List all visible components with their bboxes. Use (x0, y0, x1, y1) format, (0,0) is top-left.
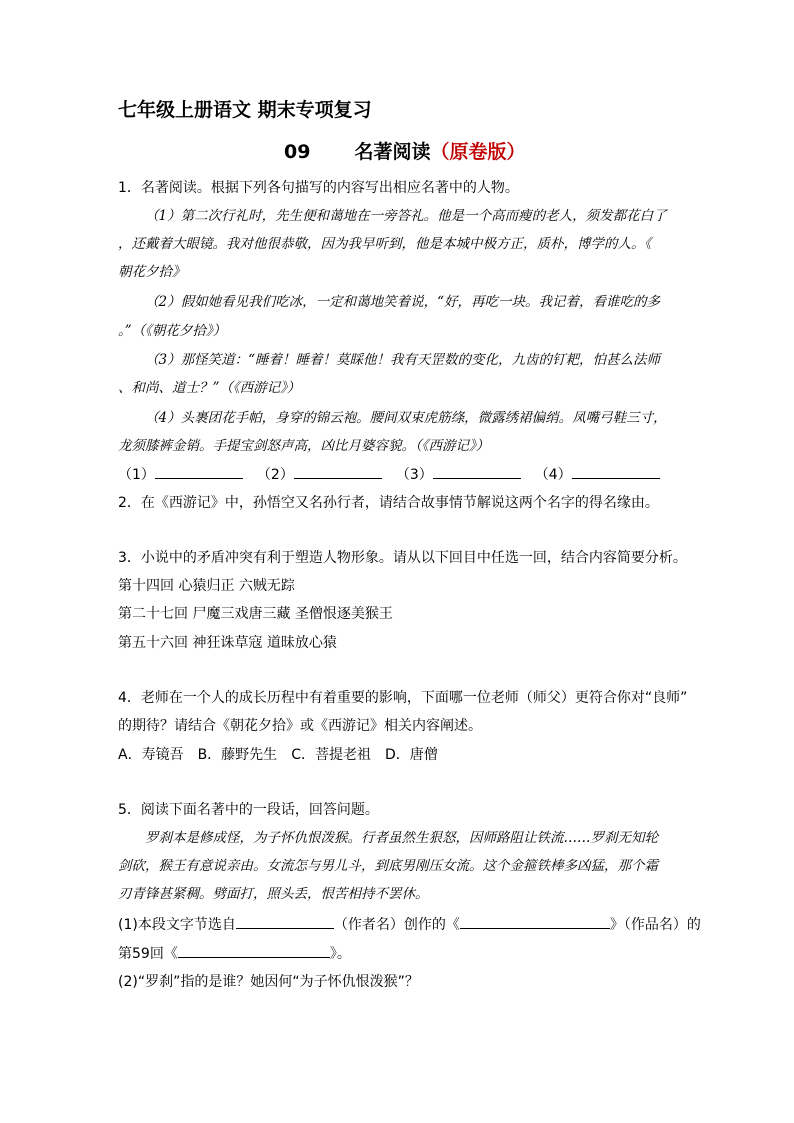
paren-open: （ (430, 141, 450, 163)
answer-label-4: （4） (534, 467, 572, 483)
author-blank[interactable] (236, 914, 334, 929)
q3-chapter-27: 第二十七回 尸魔三戏唐三藏 圣僧恨逐美猴王 (118, 606, 393, 622)
answer-blank-4[interactable] (572, 464, 660, 479)
q3-prompt: 3．小说中的矛盾冲突有利于塑造人物形象。请从以下回目中任选一回，结合内容简要分析。 (118, 550, 687, 566)
q1-item2-line1: （2）假如她看见我们吃冰，一定和蔼地笑着说，“好，再吃一块。我记着，看谁吃的多 (145, 294, 660, 310)
q5-prompt: 5．阅读下面名著中的一段话，回答问题。 (118, 802, 379, 818)
q5-passage-line3: 刃青锋甚紧稠。劈面打，照头丢，恨苦相持不罢休。 (118, 886, 429, 902)
answer-label-3: （3） (395, 467, 433, 483)
q5-sub1-part3: 》（作品名）的 (609, 917, 701, 933)
q4-option-a: A．寿镜吾 (118, 747, 184, 763)
q1-item3-line1: （3）那怪笑道：“睡着！睡着！莫睬他！我有天罡数的变化，九齿的钉耙，怕甚么法师 (145, 352, 660, 368)
q2-prompt: 2．在《西游记》中，孙悟空又名孙行者，请结合故事情节解说这两个名字的得名缘由。 (118, 495, 659, 511)
answer-blank-1[interactable] (155, 464, 243, 479)
q4-options (118, 745, 438, 765)
q5-passage-line1: 罗刹本是修成怪，为子怀仇恨泼猴。行者虽然生狠怒，因师路阻让铁流……罗刹无知轮 (145, 830, 658, 846)
section-subtitle: 名著阅读 (354, 141, 431, 163)
q5-sub1-line2 (118, 943, 351, 964)
chapter-title-blank[interactable] (178, 943, 330, 958)
answer-blank-3[interactable] (433, 464, 521, 479)
q5-sub2: (2)“罗刹”指的是谁？她因何“为子怀仇恨泼猴”？ (118, 974, 419, 990)
q1-item2-line2: 。”（《朝花夕拾》） (118, 323, 227, 339)
answer-label-2: （2） (256, 467, 294, 483)
section-heading (284, 139, 526, 165)
q5-sub1-line1 (118, 914, 701, 935)
q4-option-c: C．菩提老祖 (291, 747, 371, 763)
q1-item1-line3: 朝花夕拾》 (118, 264, 186, 280)
q4-prompt-line2: 的期待？请结合《朝花夕拾》或《西游记》相关内容阐述。 (118, 718, 482, 734)
q4-option-d: D．唐僧 (384, 747, 438, 763)
q5-sub1-line2-part2: 》。 (329, 946, 351, 962)
q1-item4-line1: （4）头裹团花手帕，身穿的锦云袍。腰间双束虎筋绦，微露绣裙偏绡。凤嘴弓鞋三寸， (145, 410, 667, 426)
q1-item3-line2: 、和尚、道士？”（《西游记》） (118, 380, 301, 396)
q5-passage-line2: 剑砍，猴王有意说亲由。女流怎与男儿斗，到底男刚压女流。这个金箍铁棒多凶猛，那个霜 (118, 858, 658, 874)
q3-chapter-14: 第十四回 心猿归正 六贼无踪 (118, 578, 295, 594)
q5-sub1-line2-part1: 第59回《 (118, 946, 178, 962)
work-title-blank[interactable] (460, 914, 610, 929)
answer-blank-2[interactable] (294, 464, 382, 479)
answer-label-1: （1） (118, 467, 155, 483)
q1-item4-line2: 龙须膝裤金销。手提宝剑怒声高，凶比月婆容貌。（《西游记》） (118, 438, 490, 454)
q4-option-b: B．藤野先生 (197, 747, 278, 763)
q5-sub1-part1: (1)本段文字节选自 (118, 917, 236, 933)
q1-answer-row (118, 464, 660, 485)
paren-close: ） (506, 141, 526, 163)
q4-prompt-line1: 4．老师在一个人的成长历程中有着重要的影响，下面哪一位老师（师父）更符合你对“良师” (118, 690, 688, 706)
q5-sub1-part2: （作者名）创作的《 (333, 917, 460, 933)
q1-item1-line2: ，还戴着大眼镜。我对他很恭敬，因为我早听到，他是本城中极方正，质朴，博学的人。《 (118, 236, 652, 252)
document-title: 七年级上册语文 期末专项复习 (118, 99, 372, 121)
q1-item1-line1: （1）第二次行礼时，先生便和蔼地在一旁答礼。他是一个高而瘦的老人，须发都花白了 (145, 208, 667, 224)
q3-chapter-56: 第五十六回 神狂诛草寇 道昧放心猿 (118, 635, 337, 651)
section-number: 09 (284, 141, 311, 163)
q1-prompt: 1．名著阅读。根据下列各句描写的内容写出相应名著中的人物。 (118, 180, 519, 196)
version-label: 原卷版 (449, 141, 507, 163)
